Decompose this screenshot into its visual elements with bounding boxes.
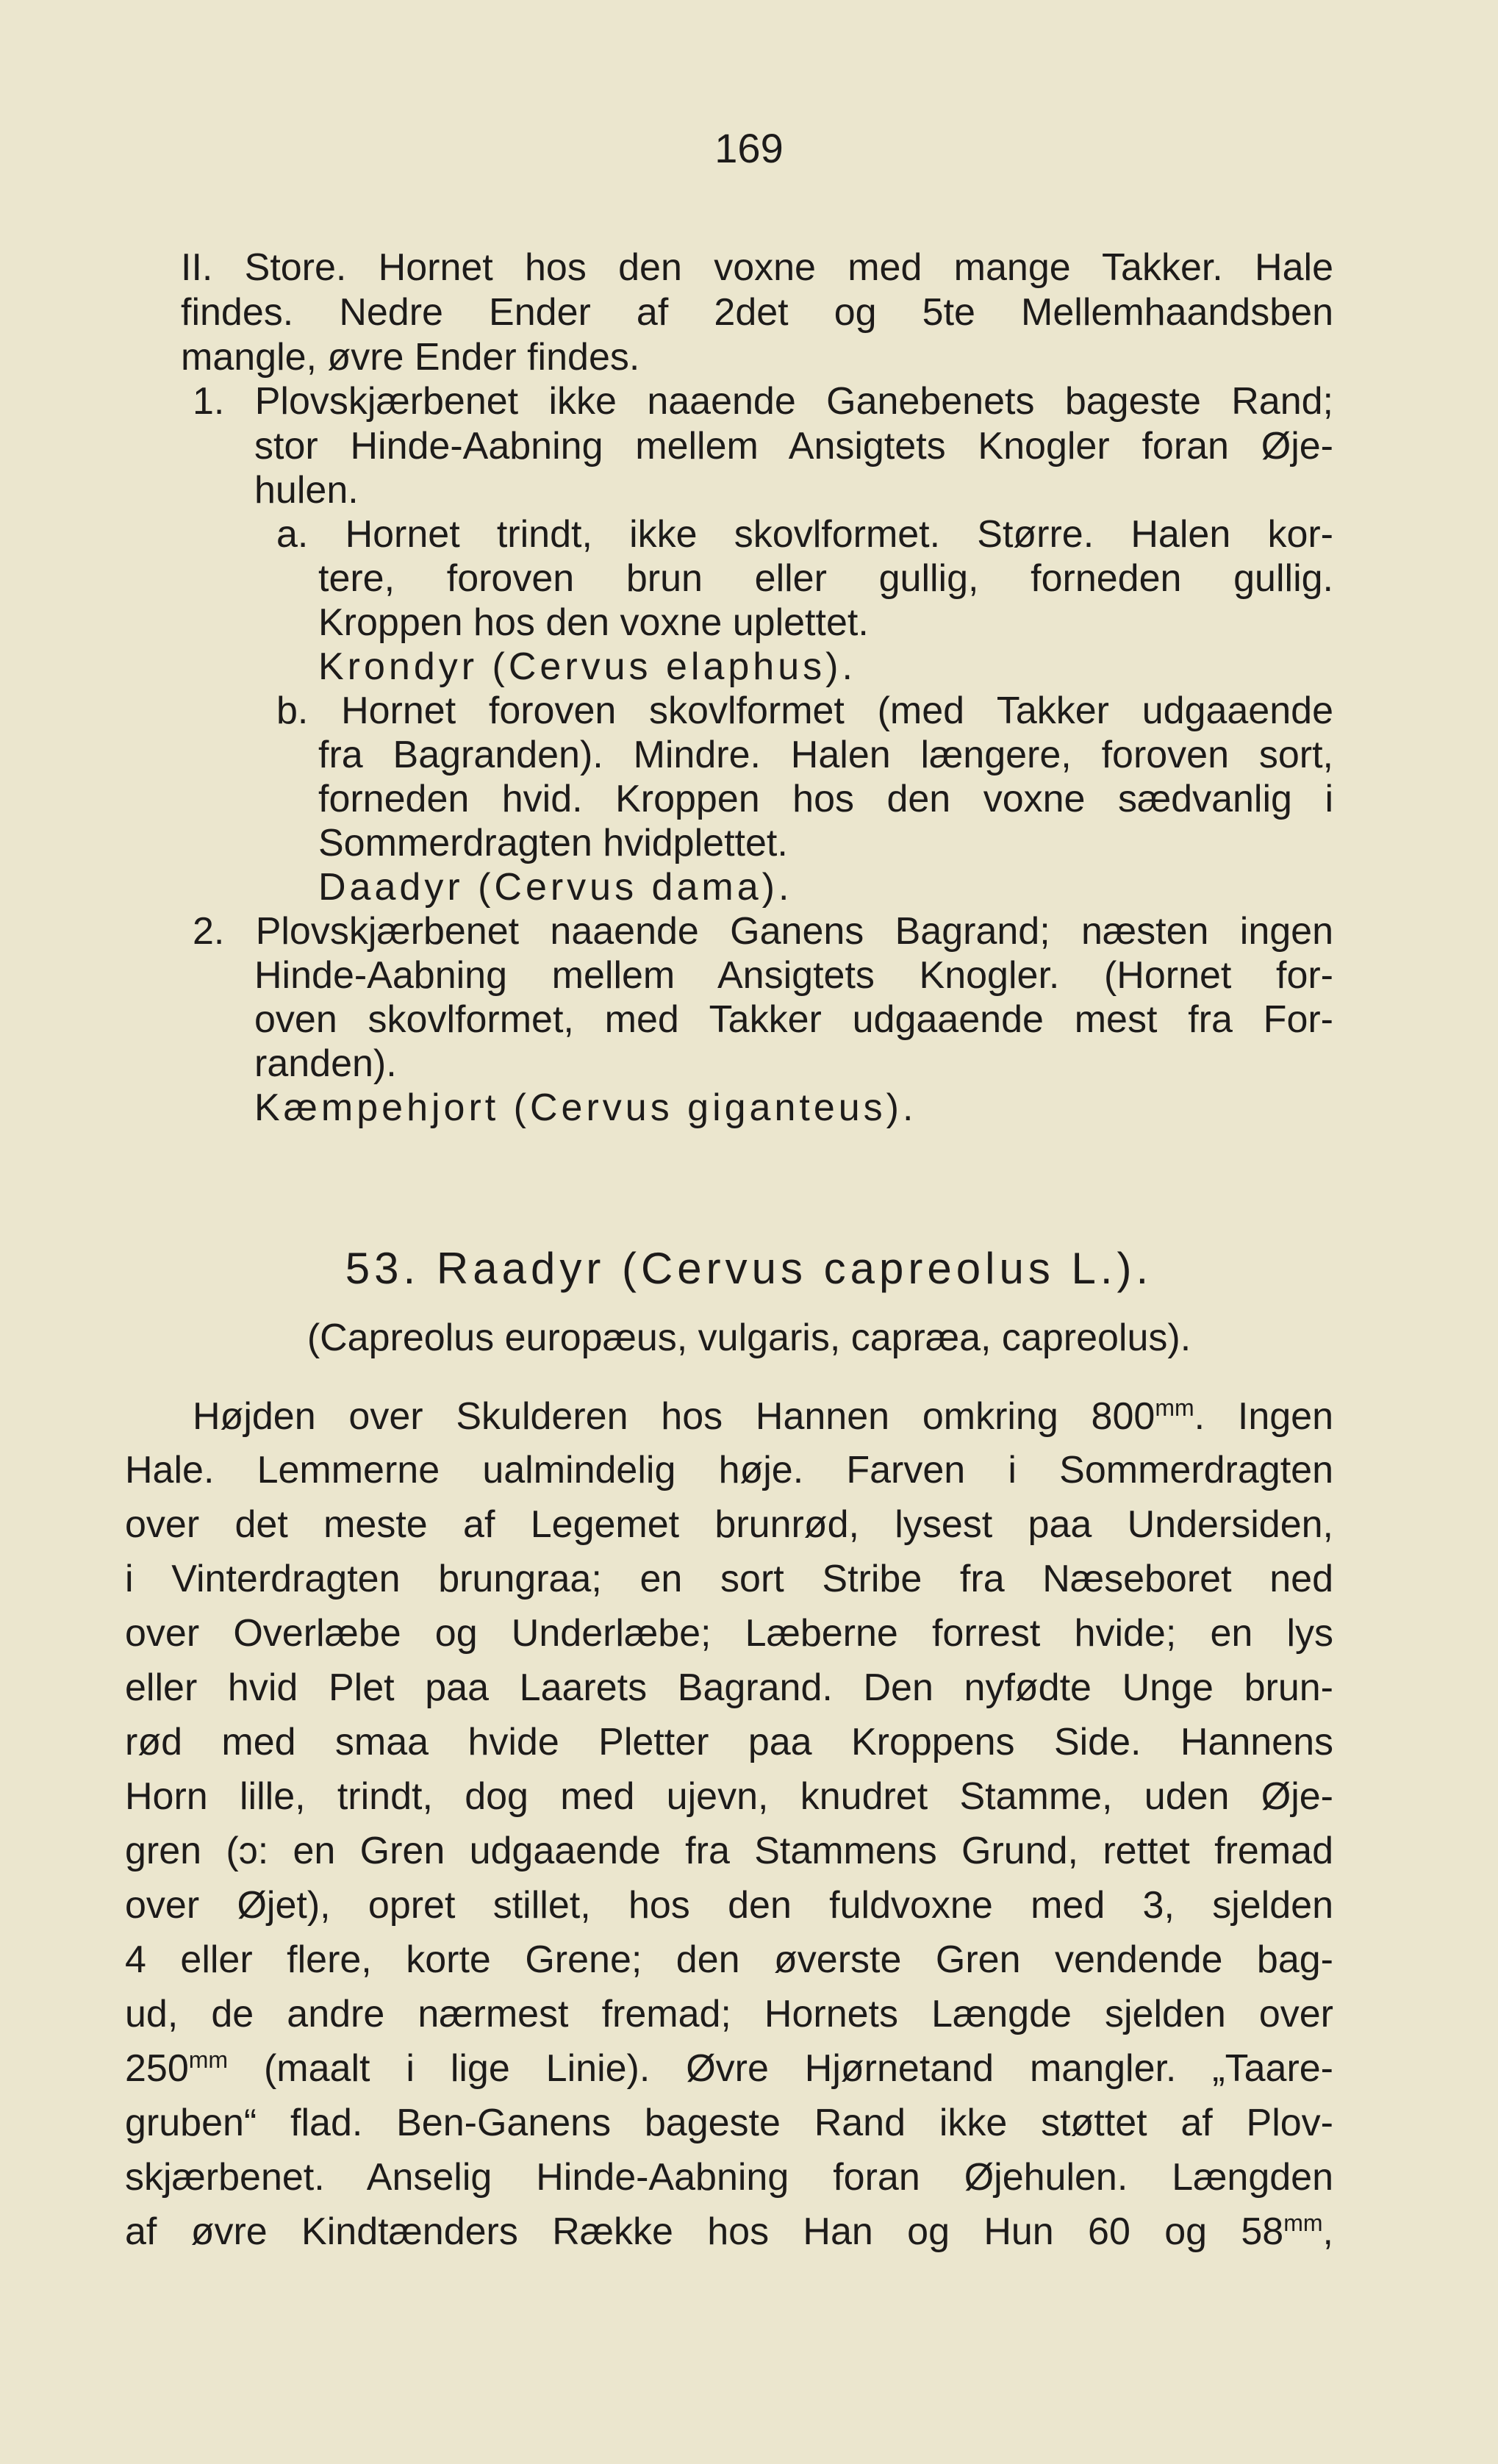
key-line: findes. Nedre Ender af 2det og 5te Mellemhaandsben <box>181 291 1333 334</box>
body-line: gruben“ flad. Ben-Ganens bageste Rand ikke støttet af Plov- <box>125 2102 1333 2144</box>
section-synonyms: (Capreolus europæus, vulgaris, capræa, capreolus). <box>307 1317 1191 1359</box>
species-name-kaempehjort: Kæmpehjort (Cervus giganteus). <box>254 1086 917 1129</box>
key-line: tere, foroven brun eller gullig, forneden gullig. <box>318 557 1333 600</box>
key-line: stor Hinde-Aabning mellem Ansigtets Knogler foran Øje- <box>254 425 1333 468</box>
body-line: ud, de andre nærmest fremad; Hornets Længde sjelden over <box>125 1993 1333 2035</box>
body-line: over Øjet), opret stillet, hos den fuldvoxne med 3, sjelden <box>125 1884 1333 1927</box>
body-line: i Vinterdragten brungraa; en sort Stribe fra Næseboret ned <box>125 1558 1333 1600</box>
key-line: b. Hornet foroven skovlformet (med Takker udgaaende <box>276 690 1333 732</box>
body-line: 4 eller flere, korte Grene; den øverste Gren vendende bag- <box>125 1938 1333 1981</box>
body-line: rød med smaa hvide Pletter paa Kroppens Side. Hannens <box>125 1721 1333 1763</box>
body-line: skjærbenet. Anselig Hinde-Aabning foran Øjehulen. Længden <box>125 2156 1333 2199</box>
body-line: gren (ɔ: en Gren udgaaende fra Stammens Grund, rettet fremad <box>125 1830 1333 1872</box>
page-number: 169 <box>714 125 784 171</box>
key-line: a. Hornet trindt, ikke skovlformet. Større. Halen kor- <box>276 513 1333 556</box>
key-line: Kroppen hos den voxne uplettet. <box>318 601 869 644</box>
species-name-krondyr: Krondyr (Cervus elaphus). <box>318 645 856 688</box>
key-line: randen). <box>254 1042 397 1085</box>
body-line: Horn lille, trindt, dog med ujevn, knudret Stamme, uden Øje- <box>125 1775 1333 1818</box>
body-line: af øvre Kindtænders Række hos Han og Hun 60 og $58^{mm}$, <box>125 2210 1333 2253</box>
body-line: over det meste af Legemet brunrød, lysest paa Undersiden, <box>125 1503 1333 1546</box>
body-line: Højden over Skulderen hos Hannen omkring $800^{mm}$. Ingen <box>193 1394 1333 1438</box>
body-line: $250^{mm}$ (maalt i lige Linie). Øvre Hjørnetand mangler. „Taare- <box>125 2046 1333 2090</box>
key-line: Sommerdragten hvidplettet. <box>318 822 788 864</box>
key-line: fra Bagranden). Mindre. Halen længere, foroven sort, <box>318 734 1333 776</box>
key-line: oven skovlformet, med Takker udgaaende mest fra For- <box>254 998 1333 1041</box>
body-line: Hale. Lemmerne ualmindelig høje. Farven i Sommerdragten <box>125 1449 1333 1491</box>
body-line: eller hvid Plet paa Laarets Bagrand. Den nyfødte Unge brun- <box>125 1666 1333 1709</box>
key-line: II. Store. Hornet hos den voxne med mange Takker. Hale <box>181 246 1333 289</box>
section-title: 53. Raadyr (Cervus capreolus L.). <box>345 1244 1153 1293</box>
key-line: 1. Plovskjærbenet ikke naaende Ganebenets bageste Rand; <box>193 380 1333 423</box>
species-name-daadyr: Daadyr (Cervus dama). <box>318 866 793 909</box>
key-line: Hinde-Aabning mellem Ansigtets Knogler. (Hornet for- <box>254 954 1333 997</box>
key-line: 2. Plovskjærbenet naaende Ganens Bagrand; næsten ingen <box>193 910 1333 953</box>
key-line: mangle, øvre Ender findes. <box>181 336 640 379</box>
key-line: forneden hvid. Kroppen hos den voxne sædvanlig i <box>318 778 1333 820</box>
body-line: over Overlæbe og Underlæbe; Læberne forrest hvide; en lys <box>125 1612 1333 1655</box>
key-line: hulen. <box>254 469 359 512</box>
